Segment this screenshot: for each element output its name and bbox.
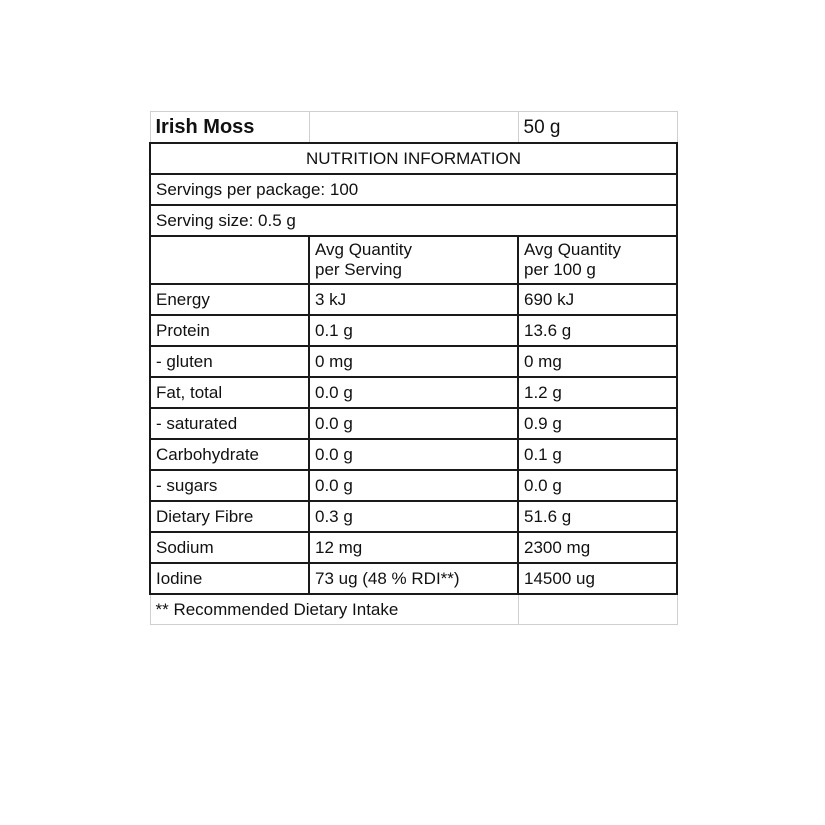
servings-per-package: Servings per package: 100: [150, 174, 677, 205]
panel-title: NUTRITION INFORMATION: [150, 143, 677, 174]
nutrient-per-serving: 0.0 g: [309, 377, 518, 408]
serving-size-row: [150, 205, 677, 236]
column-header-per-serving-line-2: per Serving: [315, 260, 402, 279]
nutrient-row-dietary-fibre: [150, 501, 677, 532]
product-name: Irish Moss: [150, 112, 309, 144]
nutrient-per-serving: 0.3 g: [309, 501, 518, 532]
empty-cell: [518, 594, 677, 625]
nutrient-per-serving: 0.0 g: [309, 408, 518, 439]
nutrient-per-serving: 12 mg: [309, 532, 518, 563]
nutrient-per-100g: 0 mg: [518, 346, 677, 377]
column-header-per-serving: [309, 236, 518, 284]
column-header-per-100g-line-1: Avg Quantity: [524, 240, 622, 259]
column-header-row: [150, 236, 677, 284]
nutrient-per-serving: 0 mg: [309, 346, 518, 377]
nutrient-row-carbohydrate: [150, 439, 677, 470]
nutrient-per-100g: 14500 ug: [518, 563, 677, 594]
nutrient-name: Protein: [150, 315, 309, 346]
nutrition-information-table: [149, 111, 678, 625]
nutrient-per-100g: 51.6 g: [518, 501, 677, 532]
nutrient-per-100g: 0.1 g: [518, 439, 677, 470]
column-header-per-serving-line-1: Avg Quantity: [315, 240, 413, 259]
nutrient-name: Iodine: [150, 563, 309, 594]
nutrient-name: Sodium: [150, 532, 309, 563]
empty-cell: [309, 112, 518, 144]
footnote-row: [150, 594, 677, 625]
nutrient-row-iodine: [150, 563, 677, 594]
nutrient-row-gluten: [150, 346, 677, 377]
nutrient-per-100g: 0.0 g: [518, 470, 677, 501]
nutrient-row-saturated: [150, 408, 677, 439]
nutrient-name: - sugars: [150, 470, 309, 501]
nutrient-row-protein: [150, 315, 677, 346]
nutrient-name: - saturated: [150, 408, 309, 439]
nutrient-per-serving: 0.1 g: [309, 315, 518, 346]
nutrient-per-serving: 0.0 g: [309, 470, 518, 501]
product-title-row: [150, 112, 677, 144]
net-weight: 50 g: [518, 112, 677, 144]
nutrient-row-sugars: [150, 470, 677, 501]
nutrient-per-serving: 73 ug (48 % RDI**): [309, 563, 518, 594]
nutrient-row-sodium: [150, 532, 677, 563]
nutrient-name: Carbohydrate: [150, 439, 309, 470]
nutrient-row-energy: [150, 284, 677, 315]
footnote: ** Recommended Dietary Intake: [150, 594, 518, 625]
nutrient-per-100g: 1.2 g: [518, 377, 677, 408]
nutrient-name: - gluten: [150, 346, 309, 377]
nutrient-name: Energy: [150, 284, 309, 315]
nutrient-name: Fat, total: [150, 377, 309, 408]
nutrient-row-fat-total: [150, 377, 677, 408]
nutrient-per-100g: 690 kJ: [518, 284, 677, 315]
nutrient-name: Dietary Fibre: [150, 501, 309, 532]
nutrient-per-100g: 13.6 g: [518, 315, 677, 346]
nutrient-per-100g: 0.9 g: [518, 408, 677, 439]
nutrient-per-serving: 3 kJ: [309, 284, 518, 315]
column-header-per-100g: [518, 236, 677, 284]
column-header-nutrient: [150, 236, 309, 284]
nutrient-per-100g: 2300 mg: [518, 532, 677, 563]
nutrient-per-serving: 0.0 g: [309, 439, 518, 470]
serving-size: Serving size: 0.5 g: [150, 205, 677, 236]
column-header-per-100g-line-2: per 100 g: [524, 260, 596, 279]
panel-title-row: [150, 143, 677, 174]
servings-per-package-row: [150, 174, 677, 205]
